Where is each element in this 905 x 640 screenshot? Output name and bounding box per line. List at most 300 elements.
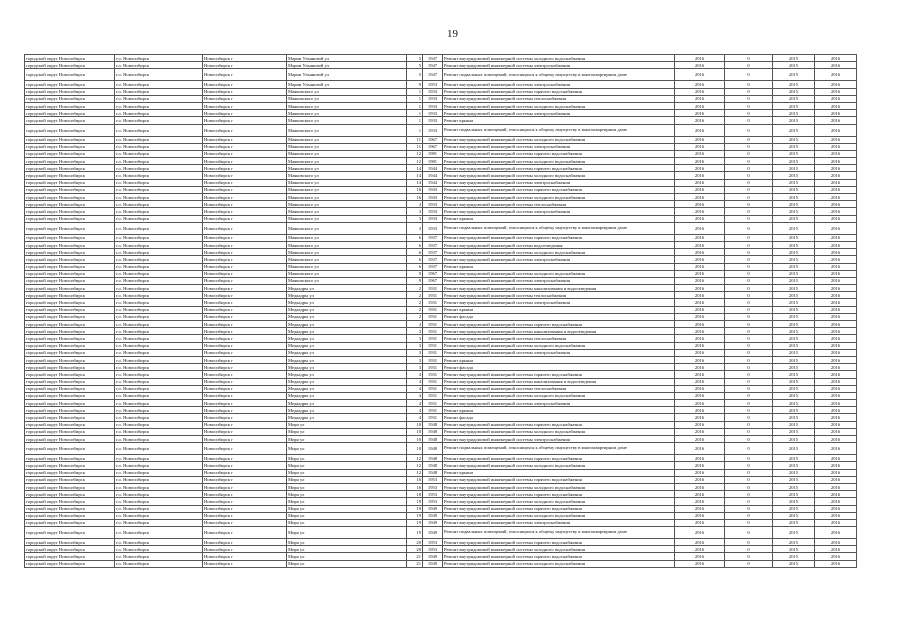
start-year-cell: 2015 bbox=[773, 407, 815, 414]
street-cell: Маяковского ул bbox=[287, 179, 407, 186]
build-year-cell: 1947 bbox=[423, 69, 443, 81]
table-row bbox=[25, 560, 857, 567]
city-cell: Новосибирск г bbox=[203, 428, 287, 435]
house-number-cell: 10 bbox=[407, 443, 423, 455]
table-row bbox=[25, 313, 857, 320]
plan-year-cell: 2016 bbox=[675, 462, 725, 469]
end-year-cell: 2016 bbox=[815, 69, 857, 81]
district-cell: г.о. Новосибирск bbox=[115, 491, 203, 498]
district-cell: г.о. Новосибирск bbox=[115, 364, 203, 371]
municipality-cell: городской округ Новосибирск bbox=[25, 546, 115, 553]
house-number-cell: 3 bbox=[407, 215, 423, 222]
end-year-cell: 2016 bbox=[815, 342, 857, 349]
city-cell: Новосибирск г bbox=[203, 62, 287, 69]
plan-year-cell: 2016 bbox=[675, 421, 725, 428]
street-cell: Марии Ульяновой ул bbox=[287, 81, 407, 88]
city-cell: Новосибирск г bbox=[203, 392, 287, 399]
work-type-cell: Ремонт внутридомовой инженерной системы электроснабжения bbox=[443, 143, 675, 150]
street-cell: Медкадры ул bbox=[287, 285, 407, 292]
street-cell: Марии Ульяновой ул bbox=[287, 62, 407, 69]
municipality-cell: городской округ Новосибирск bbox=[25, 392, 115, 399]
work-type-cell: Ремонт внутридомовой инженерной системы электроснабжения bbox=[443, 277, 675, 284]
city-cell: Новосибирск г bbox=[203, 462, 287, 469]
build-year-cell: 1933 bbox=[423, 88, 443, 95]
plan-year-cell: 2016 bbox=[675, 436, 725, 443]
municipality-cell: городской округ Новосибирск bbox=[25, 400, 115, 407]
house-number-cell: 10 bbox=[407, 421, 423, 428]
house-number-cell: 3 bbox=[407, 321, 423, 328]
district-cell: г.о. Новосибирск bbox=[115, 186, 203, 193]
end-year-cell: 2016 bbox=[815, 249, 857, 256]
city-cell: Новосибирск г bbox=[203, 385, 287, 392]
start-year-cell: 2015 bbox=[773, 102, 815, 109]
end-year-cell: 2016 bbox=[815, 150, 857, 157]
table-row bbox=[25, 285, 857, 292]
house-number-cell: 20 bbox=[407, 546, 423, 553]
street-cell: Маяковского ул bbox=[287, 270, 407, 277]
build-year-cell: 1937 bbox=[423, 256, 443, 263]
city-cell: Новосибирск г bbox=[203, 553, 287, 560]
table-row bbox=[25, 117, 857, 124]
end-year-cell: 2016 bbox=[815, 88, 857, 95]
plan-year-cell: 2016 bbox=[675, 102, 725, 109]
city-cell: Новосибирск г bbox=[203, 95, 287, 102]
work-type-cell: Ремонт внутридомовой инженерной системы горячего водоснабжения bbox=[443, 505, 675, 512]
work-type-cell: Ремонт внутридомовой инженерной системы электроснабжения bbox=[443, 299, 675, 306]
city-cell: Новосибирск г bbox=[203, 117, 287, 124]
street-cell: Маяковского ул bbox=[287, 110, 407, 117]
build-year-cell: 1948 bbox=[423, 455, 443, 462]
plan-year-cell: 2016 bbox=[675, 263, 725, 270]
end-year-cell: 2016 bbox=[815, 443, 857, 455]
table-row bbox=[25, 469, 857, 476]
build-year-cell: 1967 bbox=[423, 143, 443, 150]
municipality-cell: городской округ Новосибирск bbox=[25, 179, 115, 186]
amount-cell: 0 bbox=[725, 256, 773, 263]
build-year-cell: 1949 bbox=[423, 553, 443, 560]
house-number-cell: 12 bbox=[407, 150, 423, 157]
district-cell: г.о. Новосибирск bbox=[115, 292, 203, 299]
table-row bbox=[25, 407, 857, 414]
house-number-cell: 9 bbox=[407, 81, 423, 88]
work-type-cell: Ремонт внутридомовой инженерной системы электроснабжения bbox=[443, 519, 675, 526]
start-year-cell: 2015 bbox=[773, 356, 815, 363]
house-number-cell: 6 bbox=[407, 249, 423, 256]
work-type-cell: Ремонт внутридомовой инженерной системы горячего водоснабжения bbox=[443, 150, 675, 157]
municipality-cell: городской округ Новосибирск bbox=[25, 215, 115, 222]
amount-cell: 0 bbox=[725, 158, 773, 165]
district-cell: г.о. Новосибирск bbox=[115, 172, 203, 179]
work-type-cell: Ремонт крыши bbox=[443, 469, 675, 476]
build-year-cell: 1953 bbox=[423, 539, 443, 546]
plan-year-cell: 2016 bbox=[675, 546, 725, 553]
amount-cell: 0 bbox=[725, 328, 773, 335]
street-cell: Медкадры ул bbox=[287, 328, 407, 335]
end-year-cell: 2016 bbox=[815, 172, 857, 179]
work-type-cell: Ремонт внутридомовой инженерной системы холодного водоснабжения bbox=[443, 483, 675, 490]
table-row bbox=[25, 256, 857, 263]
work-type-cell: Ремонт внутридомовой инженерной системы канализования и водоотведения bbox=[443, 328, 675, 335]
amount-cell: 0 bbox=[725, 241, 773, 248]
start-year-cell: 2015 bbox=[773, 512, 815, 519]
build-year-cell: 1931 bbox=[423, 414, 443, 421]
end-year-cell: 2016 bbox=[815, 292, 857, 299]
end-year-cell: 2016 bbox=[815, 285, 857, 292]
amount-cell: 0 bbox=[725, 546, 773, 553]
municipality-cell: городской округ Новосибирск bbox=[25, 256, 115, 263]
amount-cell: 0 bbox=[725, 222, 773, 234]
city-cell: Новосибирск г bbox=[203, 186, 287, 193]
amount-cell: 0 bbox=[725, 234, 773, 241]
start-year-cell: 2015 bbox=[773, 186, 815, 193]
start-year-cell: 2015 bbox=[773, 55, 815, 62]
street-cell: Маяковского ул bbox=[287, 143, 407, 150]
plan-year-cell: 2016 bbox=[675, 165, 725, 172]
build-year-cell: 1937 bbox=[423, 263, 443, 270]
start-year-cell: 2015 bbox=[773, 414, 815, 421]
work-type-cell: Ремонт крыши bbox=[443, 263, 675, 270]
build-year-cell: 1953 bbox=[423, 491, 443, 498]
street-cell: Маяковского ул bbox=[287, 186, 407, 193]
plan-year-cell: 2016 bbox=[675, 560, 725, 567]
house-number-cell: 14 bbox=[407, 165, 423, 172]
amount-cell: 0 bbox=[725, 292, 773, 299]
house-number-cell: 12 bbox=[407, 455, 423, 462]
city-cell: Новосибирск г bbox=[203, 455, 287, 462]
municipality-cell: городской округ Новосибирск bbox=[25, 527, 115, 539]
city-cell: Новосибирск г bbox=[203, 356, 287, 363]
start-year-cell: 2015 bbox=[773, 81, 815, 88]
end-year-cell: 2016 bbox=[815, 201, 857, 208]
plan-year-cell: 2016 bbox=[675, 292, 725, 299]
municipality-cell: городской округ Новосибирск bbox=[25, 491, 115, 498]
end-year-cell: 2016 bbox=[815, 277, 857, 284]
house-number-cell: 3 bbox=[407, 342, 423, 349]
plan-year-cell: 2016 bbox=[675, 150, 725, 157]
district-cell: г.о. Новосибирск bbox=[115, 342, 203, 349]
amount-cell: 0 bbox=[725, 102, 773, 109]
street-cell: Мира ул bbox=[287, 483, 407, 490]
start-year-cell: 2015 bbox=[773, 428, 815, 435]
end-year-cell: 2016 bbox=[815, 483, 857, 490]
municipality-cell: городской округ Новосибирск bbox=[25, 443, 115, 455]
plan-year-cell: 2016 bbox=[675, 234, 725, 241]
end-year-cell: 2016 bbox=[815, 234, 857, 241]
street-cell: Медкадры ул bbox=[287, 335, 407, 342]
city-cell: Новосибирск г bbox=[203, 476, 287, 483]
end-year-cell: 2016 bbox=[815, 102, 857, 109]
table-row bbox=[25, 241, 857, 248]
district-cell: г.о. Новосибирск bbox=[115, 476, 203, 483]
build-year-cell: 1949 bbox=[423, 560, 443, 567]
municipality-cell: городской округ Новосибирск bbox=[25, 349, 115, 356]
work-type-cell: Ремонт внутридомовой инженерной системы холодного водоснабжения bbox=[443, 428, 675, 435]
start-year-cell: 2015 bbox=[773, 292, 815, 299]
end-year-cell: 2016 bbox=[815, 476, 857, 483]
plan-year-cell: 2016 bbox=[675, 443, 725, 455]
table-row bbox=[25, 378, 857, 385]
street-cell: Мира ул bbox=[287, 527, 407, 539]
municipality-cell: городской округ Новосибирск bbox=[25, 249, 115, 256]
municipality-cell: городской округ Новосибирск bbox=[25, 292, 115, 299]
table-row bbox=[25, 519, 857, 526]
house-number-cell: 3 bbox=[407, 222, 423, 234]
street-cell: Мира ул bbox=[287, 512, 407, 519]
table-row bbox=[25, 186, 857, 193]
district-cell: г.о. Новосибирск bbox=[115, 117, 203, 124]
street-cell: Маяковского ул bbox=[287, 172, 407, 179]
street-cell: Мира ул bbox=[287, 553, 407, 560]
district-cell: г.о. Новосибирск bbox=[115, 519, 203, 526]
municipality-cell: городской округ Новосибирск bbox=[25, 136, 115, 143]
end-year-cell: 2016 bbox=[815, 385, 857, 392]
table-row bbox=[25, 414, 857, 421]
work-type-cell: Ремонт внутридомовой инженерной системы горячего водоснабжения bbox=[443, 321, 675, 328]
district-cell: г.о. Новосибирск bbox=[115, 546, 203, 553]
start-year-cell: 2015 bbox=[773, 364, 815, 371]
table-row bbox=[25, 505, 857, 512]
house-number-cell: 6 bbox=[407, 241, 423, 248]
end-year-cell: 2016 bbox=[815, 335, 857, 342]
end-year-cell: 2016 bbox=[815, 215, 857, 222]
amount-cell: 0 bbox=[725, 414, 773, 421]
start-year-cell: 2015 bbox=[773, 469, 815, 476]
street-cell: Маяковского ул bbox=[287, 263, 407, 270]
city-cell: Новосибирск г bbox=[203, 277, 287, 284]
plan-year-cell: 2016 bbox=[675, 476, 725, 483]
end-year-cell: 2016 bbox=[815, 436, 857, 443]
plan-year-cell: 2016 bbox=[675, 491, 725, 498]
build-year-cell: 1933 bbox=[423, 201, 443, 208]
house-number-cell: 1 bbox=[407, 124, 423, 136]
end-year-cell: 2016 bbox=[815, 124, 857, 136]
city-cell: Новосибирск г bbox=[203, 421, 287, 428]
amount-cell: 0 bbox=[725, 95, 773, 102]
plan-year-cell: 2016 bbox=[675, 498, 725, 505]
municipality-cell: городской округ Новосибирск bbox=[25, 95, 115, 102]
house-number-cell: 2 bbox=[407, 313, 423, 320]
house-number-cell: 16 bbox=[407, 186, 423, 193]
city-cell: Новосибирск г bbox=[203, 328, 287, 335]
build-year-cell: 1953 bbox=[423, 483, 443, 490]
end-year-cell: 2016 bbox=[815, 519, 857, 526]
table-row bbox=[25, 491, 857, 498]
plan-year-cell: 2016 bbox=[675, 110, 725, 117]
district-cell: г.о. Новосибирск bbox=[115, 335, 203, 342]
district-cell: г.о. Новосибирск bbox=[115, 428, 203, 435]
plan-year-cell: 2016 bbox=[675, 172, 725, 179]
end-year-cell: 2016 bbox=[815, 407, 857, 414]
work-type-cell: Ремонт внутридомовой инженерной системы электроснабжения bbox=[443, 349, 675, 356]
house-number-cell: 2 bbox=[407, 306, 423, 313]
plan-year-cell: 2016 bbox=[675, 208, 725, 215]
amount-cell: 0 bbox=[725, 505, 773, 512]
work-type-cell: Ремонт внутридомовой инженерной системы холодного водоснабжения bbox=[443, 158, 675, 165]
end-year-cell: 2016 bbox=[815, 158, 857, 165]
work-type-cell: Ремонт внутридомовой инженерной системы электроснабжения bbox=[443, 256, 675, 263]
district-cell: г.о. Новосибирск bbox=[115, 306, 203, 313]
start-year-cell: 2015 bbox=[773, 110, 815, 117]
amount-cell: 0 bbox=[725, 249, 773, 256]
end-year-cell: 2016 bbox=[815, 256, 857, 263]
build-year-cell: 1953 bbox=[423, 81, 443, 88]
municipality-cell: городской округ Новосибирск bbox=[25, 165, 115, 172]
start-year-cell: 2015 bbox=[773, 539, 815, 546]
build-year-cell: 1943 bbox=[423, 186, 443, 193]
build-year-cell: 1953 bbox=[423, 498, 443, 505]
start-year-cell: 2015 bbox=[773, 385, 815, 392]
municipality-cell: городской округ Новосибирск bbox=[25, 476, 115, 483]
house-number-cell: 3 bbox=[407, 335, 423, 342]
end-year-cell: 2016 bbox=[815, 165, 857, 172]
work-type-cell: Ремонт внутридомовой инженерной системы холодного водоснабжения bbox=[443, 194, 675, 201]
start-year-cell: 2015 bbox=[773, 136, 815, 143]
plan-year-cell: 2016 bbox=[675, 277, 725, 284]
build-year-cell: 1943 bbox=[423, 194, 443, 201]
street-cell: Мира ул bbox=[287, 428, 407, 435]
district-cell: г.о. Новосибирск bbox=[115, 102, 203, 109]
plan-year-cell: 2016 bbox=[675, 400, 725, 407]
house-number-cell: 3 bbox=[407, 201, 423, 208]
municipality-cell: городской округ Новосибирск bbox=[25, 560, 115, 567]
municipality-cell: городской округ Новосибирск bbox=[25, 222, 115, 234]
work-type-cell: Ремонт внутридомовой инженерной системы горячего водоснабжения bbox=[443, 186, 675, 193]
district-cell: г.о. Новосибирск bbox=[115, 256, 203, 263]
amount-cell: 0 bbox=[725, 483, 773, 490]
end-year-cell: 2016 bbox=[815, 428, 857, 435]
amount-cell: 0 bbox=[725, 172, 773, 179]
city-cell: Новосибирск г bbox=[203, 414, 287, 421]
start-year-cell: 2015 bbox=[773, 560, 815, 567]
plan-year-cell: 2016 bbox=[675, 328, 725, 335]
start-year-cell: 2015 bbox=[773, 249, 815, 256]
table-row bbox=[25, 110, 857, 117]
city-cell: Новосибирск г bbox=[203, 241, 287, 248]
plan-year-cell: 2016 bbox=[675, 55, 725, 62]
district-cell: г.о. Новосибирск bbox=[115, 436, 203, 443]
city-cell: Новосибирск г bbox=[203, 234, 287, 241]
end-year-cell: 2016 bbox=[815, 364, 857, 371]
start-year-cell: 2015 bbox=[773, 256, 815, 263]
house-number-cell: 1 bbox=[407, 110, 423, 117]
table-row bbox=[25, 421, 857, 428]
city-cell: Новосибирск г bbox=[203, 436, 287, 443]
build-year-cell: 1931 bbox=[423, 349, 443, 356]
start-year-cell: 2015 bbox=[773, 505, 815, 512]
house-number-cell: 10 bbox=[407, 428, 423, 435]
plan-year-cell: 2016 bbox=[675, 241, 725, 248]
work-type-cell: Ремонт внутридомовой инженерной системы холодного водоснабжения bbox=[443, 270, 675, 277]
build-year-cell: 1981 bbox=[423, 158, 443, 165]
start-year-cell: 2015 bbox=[773, 285, 815, 292]
municipality-cell: городской округ Новосибирск bbox=[25, 102, 115, 109]
amount-cell: 0 bbox=[725, 400, 773, 407]
work-type-cell: Ремонт внутридомовой инженерной системы холодного водоснабжения bbox=[443, 249, 675, 256]
end-year-cell: 2016 bbox=[815, 110, 857, 117]
district-cell: г.о. Новосибирск bbox=[115, 277, 203, 284]
build-year-cell: 1949 bbox=[423, 512, 443, 519]
end-year-cell: 2016 bbox=[815, 527, 857, 539]
house-number-cell: 14 bbox=[407, 172, 423, 179]
municipality-cell: городской округ Новосибирск bbox=[25, 378, 115, 385]
build-year-cell: 1931 bbox=[423, 356, 443, 363]
street-cell: Маяковского ул bbox=[287, 249, 407, 256]
build-year-cell: 1933 bbox=[423, 95, 443, 102]
start-year-cell: 2015 bbox=[773, 546, 815, 553]
amount-cell: 0 bbox=[725, 378, 773, 385]
district-cell: г.о. Новосибирск bbox=[115, 136, 203, 143]
table-row bbox=[25, 436, 857, 443]
plan-year-cell: 2016 bbox=[675, 392, 725, 399]
municipality-cell: городской округ Новосибирск bbox=[25, 462, 115, 469]
work-type-cell: Ремонт подвальных помещений, относящихся к общему имуществу в многоквартирном доме bbox=[443, 527, 675, 539]
district-cell: г.о. Новосибирск bbox=[115, 201, 203, 208]
table-row bbox=[25, 124, 857, 136]
work-type-cell: Ремонт внутридомовой инженерной системы холодного водоснабжения bbox=[443, 560, 675, 567]
table-row bbox=[25, 277, 857, 284]
city-cell: Новосибирск г bbox=[203, 249, 287, 256]
municipality-cell: городской округ Новосибирск bbox=[25, 117, 115, 124]
build-year-cell: 1967 bbox=[423, 277, 443, 284]
street-cell: Марии Ульяновой ул bbox=[287, 69, 407, 81]
district-cell: г.о. Новосибирск bbox=[115, 527, 203, 539]
start-year-cell: 2015 bbox=[773, 378, 815, 385]
work-type-cell: Ремонт подвальных помещений, относящихся к общему имуществу в многоквартирном доме bbox=[443, 222, 675, 234]
plan-year-cell: 2016 bbox=[675, 527, 725, 539]
city-cell: Новосибирск г bbox=[203, 81, 287, 88]
end-year-cell: 2016 bbox=[815, 546, 857, 553]
build-year-cell: 1948 bbox=[423, 462, 443, 469]
plan-year-cell: 2016 bbox=[675, 158, 725, 165]
district-cell: г.о. Новосибирск bbox=[115, 421, 203, 428]
end-year-cell: 2016 bbox=[815, 498, 857, 505]
plan-year-cell: 2016 bbox=[675, 553, 725, 560]
amount-cell: 0 bbox=[725, 88, 773, 95]
work-type-cell: Ремонт внутридомовой инженерной системы холодного водоснабжения bbox=[443, 172, 675, 179]
amount-cell: 0 bbox=[725, 421, 773, 428]
plan-year-cell: 2016 bbox=[675, 483, 725, 490]
start-year-cell: 2015 bbox=[773, 306, 815, 313]
amount-cell: 0 bbox=[725, 498, 773, 505]
start-year-cell: 2015 bbox=[773, 124, 815, 136]
plan-year-cell: 2016 bbox=[675, 428, 725, 435]
municipality-cell: городской округ Новосибирск bbox=[25, 342, 115, 349]
plan-year-cell: 2016 bbox=[675, 62, 725, 69]
work-type-cell: Ремонт внутридомовой инженерной системы холодного водоснабжения bbox=[443, 55, 675, 62]
district-cell: г.о. Новосибирск bbox=[115, 462, 203, 469]
table-row bbox=[25, 234, 857, 241]
start-year-cell: 2015 bbox=[773, 328, 815, 335]
municipality-cell: городской округ Новосибирск bbox=[25, 277, 115, 284]
amount-cell: 0 bbox=[725, 215, 773, 222]
table-row bbox=[25, 201, 857, 208]
start-year-cell: 2015 bbox=[773, 371, 815, 378]
amount-cell: 0 bbox=[725, 136, 773, 143]
city-cell: Новосибирск г bbox=[203, 321, 287, 328]
build-year-cell: 1931 bbox=[423, 407, 443, 414]
street-cell: Мира ул bbox=[287, 498, 407, 505]
city-cell: Новосибирск г bbox=[203, 498, 287, 505]
table-row bbox=[25, 321, 857, 328]
city-cell: Новосибирск г bbox=[203, 378, 287, 385]
amount-cell: 0 bbox=[725, 277, 773, 284]
work-type-cell: Ремонт подвальных помещений, относящихся к общему имуществу в многоквартирном доме bbox=[443, 124, 675, 136]
city-cell: Новосибирск г bbox=[203, 519, 287, 526]
end-year-cell: 2016 bbox=[815, 455, 857, 462]
district-cell: г.о. Новосибирск bbox=[115, 110, 203, 117]
house-number-cell: 12 bbox=[407, 158, 423, 165]
district-cell: г.о. Новосибирск bbox=[115, 249, 203, 256]
